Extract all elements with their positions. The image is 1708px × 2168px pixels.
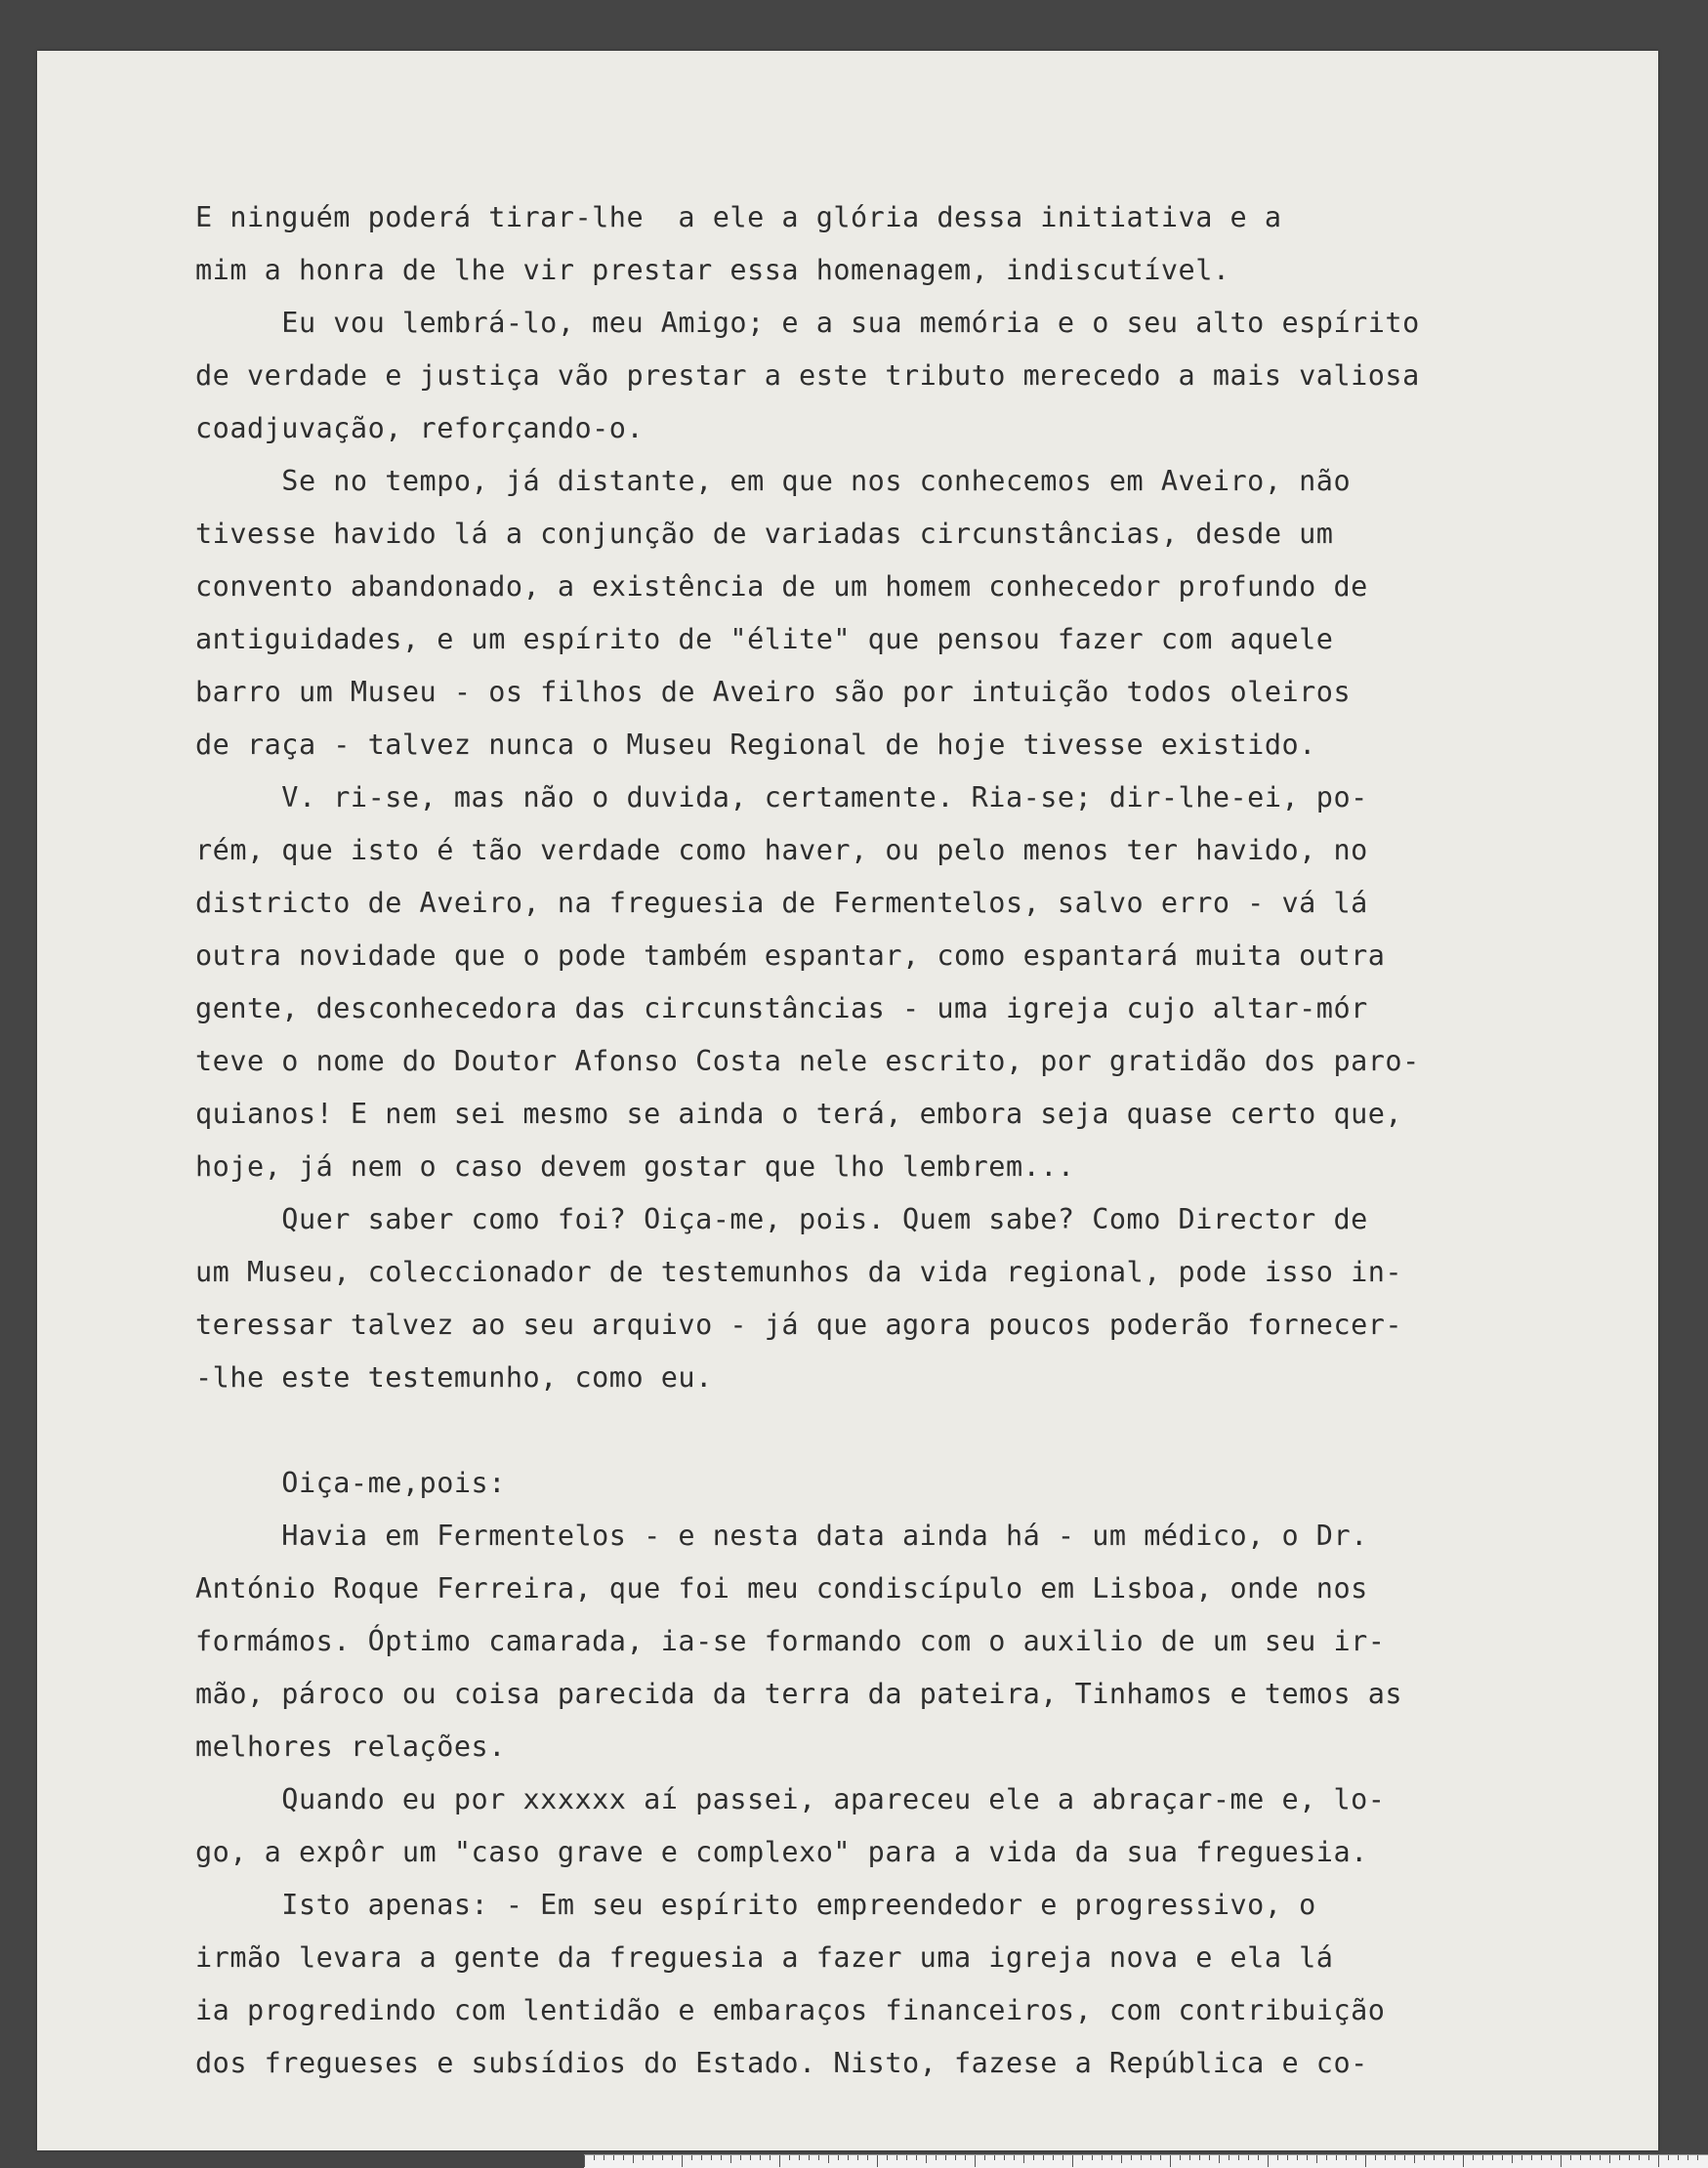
ruler-tick: [994, 2155, 995, 2160]
ruler-tick: [1141, 2155, 1142, 2160]
text-line-11: de raça - talvez nunca o Museu Regional de hoje tivesse existido.: [195, 729, 1316, 761]
text-line-22: teressar talvez ao seu arquivo - já que agora poucos poderão fornecer-: [195, 1309, 1403, 1341]
text-line-26: Havia em Fermentelos - e nesta data ainda há - um médico, o Dr.: [195, 1520, 1368, 1552]
paper-sheet: [37, 51, 1658, 2150]
ruler-tick: [799, 2155, 800, 2160]
ruler-tick: [1551, 2155, 1552, 2160]
text-line-4: de verdade e justiça vão prestar a este tributo merecedo a mais valiosa: [195, 359, 1420, 392]
ruler-tick: [1102, 2155, 1103, 2160]
text-line-8: convento abandonado, a existência de um homem conhecedor profundo de: [195, 570, 1368, 603]
ruler-tick: [750, 2155, 751, 2160]
text-line-3: Eu vou lembrá-lo, meu Amigo; e a sua memória e o seu alto espírito: [195, 307, 1420, 339]
text-line-30: melhores relações.: [195, 1730, 506, 1763]
ruler-tick: [1629, 2155, 1630, 2160]
ruler-tick: [643, 2155, 644, 2160]
ruler-tick: [711, 2155, 712, 2160]
text-line-14: districto de Aveiro, na freguesia de Fermentelos, salvo erro - vá lá: [195, 887, 1368, 919]
ruler-tick: [1199, 2155, 1200, 2160]
ruler-tick: [828, 2155, 829, 2163]
ruler-tick: [1434, 2155, 1435, 2160]
ruler-tick: [1014, 2155, 1015, 2160]
ruler-tick: [1277, 2155, 1278, 2160]
ruler-tick: [1668, 2155, 1669, 2160]
ruler-tick: [1639, 2155, 1640, 2160]
text-line-34: irmão levara a gente da freguesia a fazer uma igreja nova e ela lá: [195, 1941, 1334, 1974]
ruler-tick: [926, 2155, 927, 2163]
text-line-28: formámos. Óptimo camarada, ia-se formando com o auxilio de um seu ir-: [195, 1625, 1386, 1657]
ruler-tick: [779, 2155, 780, 2167]
ruler-tick: [740, 2155, 741, 2160]
ruler-tick: [1326, 2155, 1327, 2160]
text-line-36: dos fregueses e subsídios do Estado. Nisto, fazese a República e co-: [195, 2047, 1368, 2079]
ruler-tick: [1580, 2155, 1581, 2160]
text-line-23: -lhe este testemunho, como eu.: [195, 1361, 713, 1394]
ruler-tick: [1502, 2155, 1503, 2160]
ruler-tick: [701, 2155, 702, 2160]
ruler-tick: [682, 2155, 683, 2167]
ruler-tick: [1238, 2155, 1239, 2160]
text-line-17: teve o nome do Doutor Afonso Costa nele escrito, por gratidão dos paro-: [195, 1045, 1420, 1077]
ruler-tick: [594, 2155, 595, 2160]
text-line-33: Isto apenas: - Em seu espírito empreendedor e progressivo, o: [195, 1889, 1316, 1921]
ruler-tick: [1463, 2155, 1464, 2167]
text-line-20: Quer saber como foi? Oiça-me, pois. Quem sabe? Como Director de: [195, 1203, 1368, 1235]
ruler-tick: [1004, 2155, 1005, 2160]
ruler-tick: [1414, 2155, 1415, 2163]
ruler-tick: [1521, 2155, 1522, 2160]
ruler-tick: [867, 2155, 868, 2160]
text-line-15: outra novidade que o pode também espantar, como espantará muita outra: [195, 939, 1386, 972]
ruler-tick: [975, 2155, 976, 2167]
text-line-29: mão, pároco ou coisa parecida da terra da pateira, Tinhamos e temos as: [195, 1678, 1403, 1710]
text-line-35: ia progredindo com lentidão e embaraços financeiros, com contribuição: [195, 1994, 1386, 2026]
ruler-tick: [1570, 2155, 1571, 2160]
ruler-tick: [1258, 2155, 1259, 2160]
text-line-21: um Museu, coleccionador de testemunhos da vida regional, pode isso in-: [195, 1256, 1403, 1288]
ruler-tick: [623, 2155, 624, 2160]
text-line-32: go, a expôr um "caso grave e complexo" para a vida da sua freguesia.: [195, 1836, 1368, 1868]
ruler-tick: [1648, 2155, 1649, 2160]
text-line-10: barro um Museu - os filhos de Aveiro são por intuição todos oleiros: [195, 676, 1352, 708]
ruler-tick: [1248, 2155, 1249, 2160]
ruler-tick: [633, 2155, 634, 2163]
ruler-tick: [848, 2155, 849, 2160]
ruler-tick: [1033, 2155, 1034, 2160]
ruler-tick: [984, 2155, 985, 2160]
ruler-tick: [1678, 2155, 1679, 2160]
ruler-tick: [1111, 2155, 1112, 2160]
ruler-tick: [1531, 2155, 1532, 2160]
ruler-tick: [896, 2155, 897, 2160]
ruler-tick: [838, 2155, 839, 2160]
ruler-tick: [1541, 2155, 1542, 2160]
ruler-tick: [1268, 2155, 1269, 2167]
ruler-tick: [662, 2155, 663, 2160]
text-line-6: Se no tempo, já distante, em que nos conhecemos em Aveiro, não: [195, 465, 1352, 497]
ruler-tick: [1170, 2155, 1171, 2167]
text-line-31: Quando eu por xxxxxx aí passei, apareceu ele a abraçar-me e, lo-: [195, 1783, 1386, 1815]
ruler-tick: [1053, 2155, 1054, 2160]
text-line-1: E ninguém poderá tirar-lhe a ele a glória dessa initiativa e a: [195, 201, 1282, 233]
ruler-tick: [730, 2155, 731, 2163]
ruler-tick: [1092, 2155, 1093, 2160]
ruler-tick: [1385, 2155, 1386, 2160]
paragraph-gap: [195, 1404, 1602, 1457]
ruler-tick: [1219, 2155, 1220, 2163]
ruler-tick: [1307, 2155, 1308, 2160]
ruler-tick: [1658, 2155, 1659, 2167]
ruler-tick: [809, 2155, 810, 2160]
text-line-18: quianos! E nem sei mesmo se ainda o terá, embora seja quase certo que,: [195, 1098, 1403, 1130]
ruler-tick: [1424, 2155, 1425, 2160]
ruler-tick: [1590, 2155, 1591, 2160]
ruler-tick: [1443, 2155, 1444, 2160]
text-line-2: mim a honra de lhe vir prestar essa homenagem, indiscutível.: [195, 254, 1230, 286]
ruler-tick: [936, 2155, 937, 2160]
ruler-tick: [945, 2155, 946, 2160]
ruler-tick: [1609, 2155, 1610, 2163]
ruler-tick: [857, 2155, 858, 2160]
ruler-tick: [1316, 2155, 1317, 2163]
ruler-tick: [1600, 2155, 1601, 2160]
ruler-tick: [965, 2155, 966, 2160]
ruler-tick: [1082, 2155, 1083, 2160]
text-line-5: coadjuvação, reforçando-o.: [195, 412, 645, 444]
ruler-tick: [1346, 2155, 1347, 2160]
ruler-tick: [1697, 2155, 1698, 2160]
ruler-tick: [1160, 2155, 1161, 2160]
ruler-tick: [1180, 2155, 1181, 2160]
ruler-tick: [1043, 2155, 1044, 2160]
ruler-tick: [1395, 2155, 1396, 2160]
text-line-19: hoje, já nem o caso devem gostar que lho lembrem...: [195, 1150, 1075, 1183]
ruler-tick: [1121, 2155, 1122, 2163]
text-line-13: rém, que isto é tão verdade como haver, ou pelo menos ter havido, no: [195, 834, 1368, 866]
ruler-tick: [1404, 2155, 1405, 2160]
ruler-tick: [789, 2155, 790, 2160]
ruler-tick: [1482, 2155, 1483, 2160]
text-line-27: António Roque Ferreira, que foi meu condiscípulo em Lisboa, onde nos: [195, 1572, 1368, 1605]
scale-ruler: [584, 2154, 1708, 2168]
ruler-tick: [1355, 2155, 1356, 2160]
ruler-tick: [1131, 2155, 1132, 2160]
ruler-tick: [1072, 2155, 1073, 2167]
ruler-tick: [1561, 2155, 1562, 2167]
ruler-tick: [818, 2155, 819, 2160]
ruler-tick: [877, 2155, 878, 2167]
text-line-12: V. ri-se, mas não o duvida, certamente. Ria-se; dir-lhe-ei, po-: [195, 781, 1368, 813]
ruler-tick: [1189, 2155, 1190, 2160]
ruler-tick: [1297, 2155, 1298, 2160]
ruler-tick: [652, 2155, 653, 2160]
ruler-tick: [613, 2155, 614, 2160]
text-line-9: antiguidades, e um espírito de "élite" que pensou fazer com aquele: [195, 623, 1334, 655]
ruler-tick: [1619, 2155, 1620, 2160]
ruler-tick: [760, 2155, 761, 2160]
ruler-tick: [1375, 2155, 1376, 2160]
ruler-tick: [955, 2155, 956, 2160]
ruler-tick: [1287, 2155, 1288, 2160]
ruler-tick: [1150, 2155, 1151, 2160]
ruler-tick: [1023, 2155, 1024, 2163]
ruler-tick: [916, 2155, 917, 2160]
ruler-tick: [1336, 2155, 1337, 2160]
ruler-tick: [691, 2155, 692, 2160]
ruler-tick: [1209, 2155, 1210, 2160]
ruler-tick: [1365, 2155, 1366, 2167]
ruler-tick: [584, 2155, 585, 2167]
ruler-tick: [1062, 2155, 1063, 2160]
text-line-25: Oiça-me,pois:: [195, 1467, 506, 1499]
ruler-tick: [770, 2155, 771, 2160]
typed-text-body: [195, 191, 1602, 2090]
ruler-tick: [1492, 2155, 1493, 2160]
text-line-7: tivesse havido lá a conjunção de variadas circunstâncias, desde um: [195, 518, 1334, 550]
ruler-tick: [721, 2155, 722, 2160]
ruler-tick: [1473, 2155, 1474, 2160]
ruler-tick: [672, 2155, 673, 2160]
text-line-16: gente, desconhecedora das circunstâncias - uma igreja cujo altar-mór: [195, 992, 1368, 1024]
ruler-tick: [906, 2155, 907, 2160]
ruler-tick: [1512, 2155, 1513, 2163]
ruler-tick: [1453, 2155, 1454, 2160]
ruler-tick: [1687, 2155, 1688, 2160]
ruler-tick: [887, 2155, 888, 2160]
